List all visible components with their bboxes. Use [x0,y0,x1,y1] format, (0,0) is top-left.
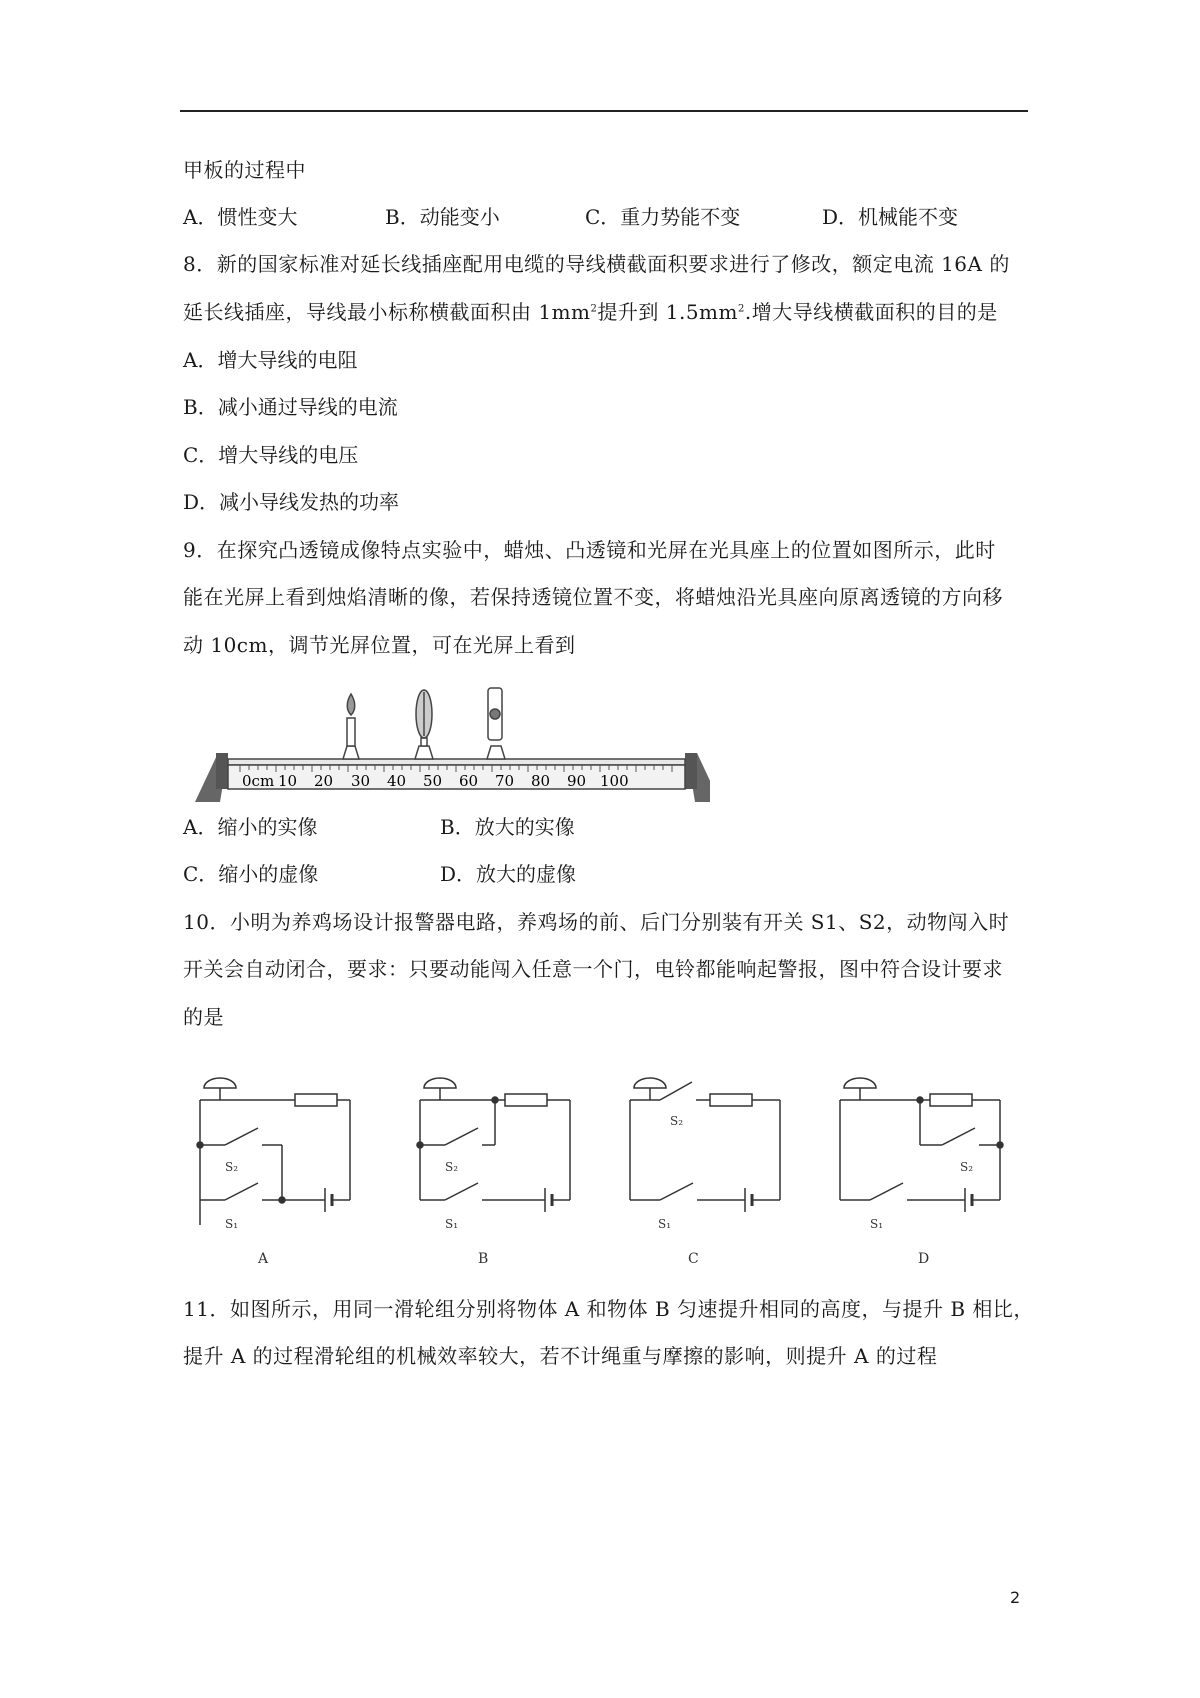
q8-line1: 8．新的国家标准对延长线插座配用电缆的导线横截面积要求进行了修改，额定电流 16A 的 [183,252,1010,276]
convex-lens [415,690,433,759]
circuit-a [197,1078,350,1267]
bench-label-40: 40 [387,772,407,790]
switch-s2-label: S₂ [225,1160,239,1174]
optical-bench-figure [190,680,710,815]
q8-line2-b: 提升到 1.5mm [597,300,738,324]
circuit-c-label: C [688,1251,699,1267]
circuit-b-label: B [478,1251,489,1267]
q9-option-b: B．放大的实像 [440,815,575,839]
bench-label-60: 60 [459,772,479,790]
q9-line2: 能在光屏上看到烛焰清晰的像，若保持透镜位置不变，将蜡烛沿光具座向原离透镜的方向移 [183,585,1003,609]
q7-option-a: A．惯性变大 [183,205,298,229]
switch-s1-label: S₁ [225,1217,239,1231]
q7-tail: 甲板的过程中 [183,158,306,182]
bench-label-30: 30 [351,772,371,790]
circuit-diagrams [180,1070,1060,1270]
q7-option-b: B．动能变小 [385,205,500,229]
bell-icon [424,1078,456,1088]
bench-label-100: 100 [600,772,629,790]
q8-line2-a: 延长线插座，导线最小标称横截面积由 1mm [183,300,591,324]
q8-sup2: 2 [737,303,745,315]
q8-sup1: 2 [590,303,598,315]
bench-label-90: 90 [567,772,587,790]
bench-right-end [685,753,697,789]
q9-option-c: C．缩小的虚像 [183,862,319,886]
switch-s2-label: S₂ [445,1160,459,1174]
candle [343,694,359,759]
resistor-icon [295,1094,337,1106]
q9-line1: 9．在探究凸透镜成像特点实验中，蜡烛、凸透镜和光屏在光具座上的位置如图所示，此时 [183,538,996,562]
switch-s1-label: S₁ [445,1217,459,1231]
q10-line1: 10．小明为养鸡场设计报警器电路，养鸡场的前、后门分别装有开关 S1、S2，动物闯入时 [183,910,1010,934]
bench-label-10: 10 [278,772,298,790]
q10-line2: 开关会自动闭合，要求：只要动能闯入任意一个门，电铃都能响起警报，图中符合设计要求 [183,957,1003,981]
circuit-b [417,1078,570,1267]
q8-line2 [183,300,998,324]
light-screen [487,688,505,759]
q8-option-c: C．增大导线的电压 [183,443,359,467]
resistor-icon [710,1094,752,1106]
q11-line1: 11．如图所示，用同一滑轮组分别将物体 A 和物体 B 匀速提升相同的高度，与提升 B 相比， [183,1297,1034,1321]
bell-icon [204,1078,236,1088]
bench-label-80: 80 [531,772,551,790]
circuit-c [630,1078,780,1267]
bench-label-20: 20 [314,772,334,790]
switch-s1-label: S₁ [870,1217,884,1231]
bench-label-0: 0cm [242,772,275,790]
q7-option-d: D．机械能不变 [822,205,959,229]
bench-label-50: 50 [423,772,443,790]
q8-line2-c: .增大导线横截面积的目的是 [744,300,998,324]
q11-line2: 提升 A 的过程滑轮组的机械效率较大，若不计绳重与摩擦的影响，则提升 A 的过程 [183,1344,938,1368]
q9-line3: 动 10cm，调节光屏位置，可在光屏上看到 [183,633,576,657]
bell-icon [844,1078,876,1088]
bell-icon [634,1078,666,1088]
circuit-d [840,1078,1003,1267]
q8-option-b: B．减小通过导线的电流 [183,395,398,419]
resistor-icon [505,1094,547,1106]
bench-left-end [216,753,228,789]
q9-option-a: A．缩小的实像 [183,815,318,839]
circuit-a-label: A [258,1251,269,1267]
switch-s2-label: S₂ [670,1114,684,1128]
q8-option-d: D．减小导线发热的功率 [183,490,400,514]
switch-s2-label: S₂ [960,1160,974,1174]
header-rule [180,110,1028,112]
bench-label-70: 70 [495,772,515,790]
q7-option-c: C．重力势能不变 [585,205,741,229]
switch-s1-label: S₁ [658,1217,672,1231]
q8-option-a: A．增大导线的电阻 [183,348,358,372]
q9-option-d: D．放大的虚像 [440,862,577,886]
bench-rail [228,759,685,765]
circuit-d-label: D [918,1251,930,1267]
page-number: 2 [1010,1588,1021,1607]
q10-line3: 的是 [183,1005,224,1029]
resistor-icon [930,1094,972,1106]
